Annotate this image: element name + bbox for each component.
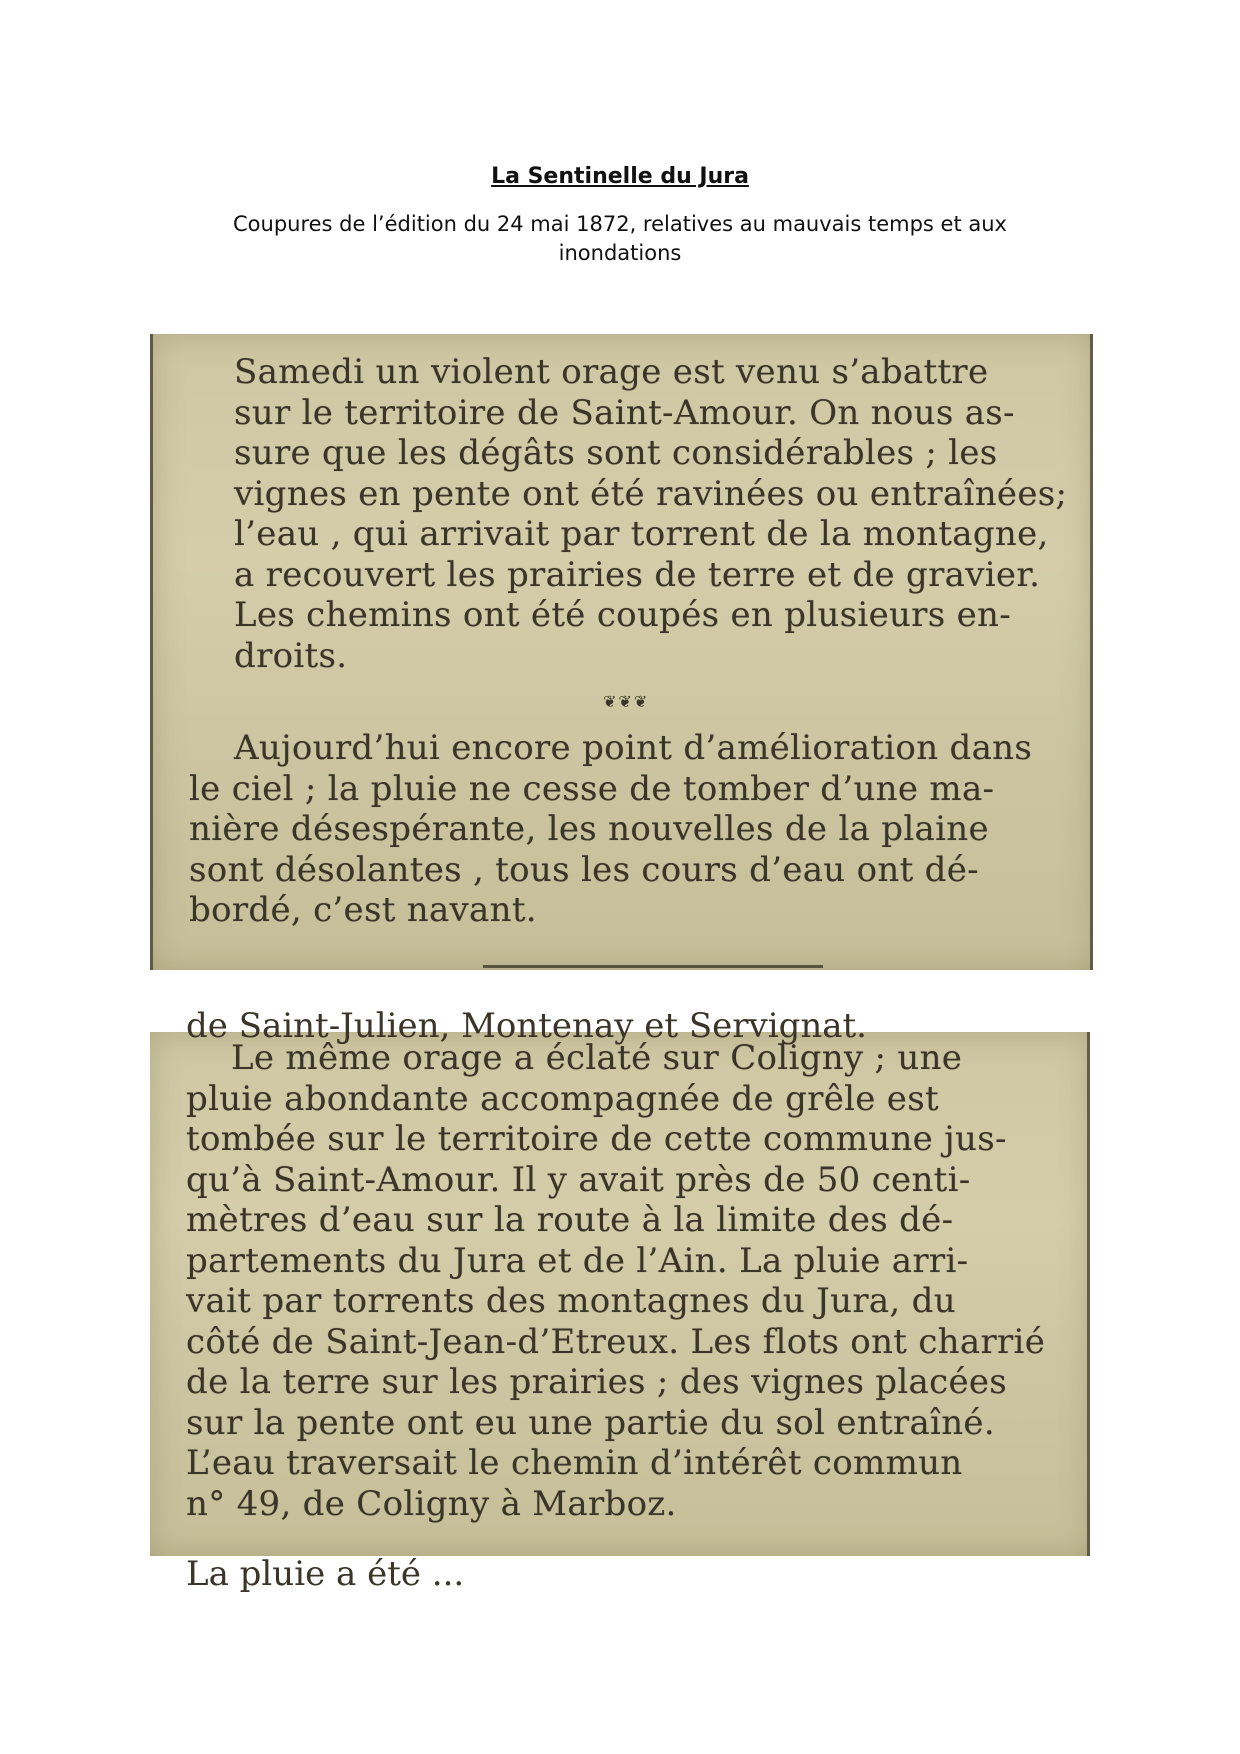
text-line: Les chemins ont été coupés en plusieurs en- xyxy=(234,595,1012,635)
text-line: droits. xyxy=(234,635,348,676)
text-line: qu’à Saint-Amour. Il y avait près de 50 centi- xyxy=(186,1159,971,1200)
text-line: Aujourd’hui encore point d’amélioration dans xyxy=(234,728,1033,768)
bottom-rule xyxy=(483,965,823,968)
document-title: La Sentinelle du Jura xyxy=(491,164,749,189)
clipping-1-paragraph-2 xyxy=(189,728,1059,931)
text-line: vait par torrents des montagnes du Jura, du xyxy=(186,1281,956,1321)
text-line: a recouvert les prairies de terre et de gravier. xyxy=(234,554,1041,595)
document-header xyxy=(150,162,1090,268)
cut-off-bottom-line: La pluie a été ... xyxy=(186,1554,465,1594)
text-line: pluie abondante accompagnée de grêle est xyxy=(186,1078,939,1119)
text-line: bordé, c’est navant. xyxy=(189,890,537,930)
text-line: sur la pente ont eu une partie du sol entraîné. xyxy=(186,1402,995,1443)
text-line: sure que les dégâts sont considérables ; les xyxy=(234,433,998,473)
text-line: partements du Jura et de l’Ain. La pluie arri- xyxy=(186,1240,969,1281)
text-line: Le même orage a éclaté sur Coligny ; une xyxy=(231,1038,963,1078)
clipping-2-paragraph xyxy=(186,1038,1056,1524)
cut-off-text: de Saint-Julien, Montenay et Servignat. xyxy=(186,1006,867,1046)
text-line: tombée sur le territoire de cette commune jus- xyxy=(186,1119,1007,1159)
text-line: l’eau , qui arrivait par torrent de la montagne, xyxy=(234,514,1049,554)
clipping-1-paragraph-1 xyxy=(189,352,1068,676)
text-line: Samedi un violent orage est venu s’abattre xyxy=(234,352,989,392)
column-rule xyxy=(1090,334,1093,970)
text-line: sur le territoire de Saint-Amour. On nous as- xyxy=(234,392,1015,433)
ornament-separator: ❦❦❦ xyxy=(603,692,650,711)
text-line: n° 49, de Coligny à Marboz. xyxy=(186,1483,677,1524)
text-line: L’eau traversait le chemin d’intérêt commun xyxy=(186,1443,963,1483)
text-line: le ciel ; la pluie ne cesse de tomber d’une ma- xyxy=(189,768,995,809)
column-rule xyxy=(1087,1032,1090,1556)
newspaper-clipping-2 xyxy=(150,1006,1090,1594)
text-line: côté de Saint-Jean-d’Etreux. Les flots ont charrié xyxy=(186,1321,1046,1362)
text-line: sont désolantes , tous les cours d’eau ont dé- xyxy=(189,849,979,890)
text-line: nière désespérante, les nouvelles de la plaine xyxy=(189,809,989,849)
document-subtitle: Coupures de l’édition du 24 mai 1872, relatives au mauvais temps et aux inondations xyxy=(233,212,1007,265)
text-line: mètres d’eau sur la route à la limite des dé- xyxy=(186,1200,954,1240)
newspaper-clipping-1 xyxy=(150,334,1093,970)
text-line: vignes en pente ont été ravinées ou entraînées; xyxy=(234,473,1068,514)
cut-off-top-line xyxy=(186,1006,1056,1046)
text-line: de la terre sur les prairies ; des vignes placées xyxy=(186,1362,1008,1402)
